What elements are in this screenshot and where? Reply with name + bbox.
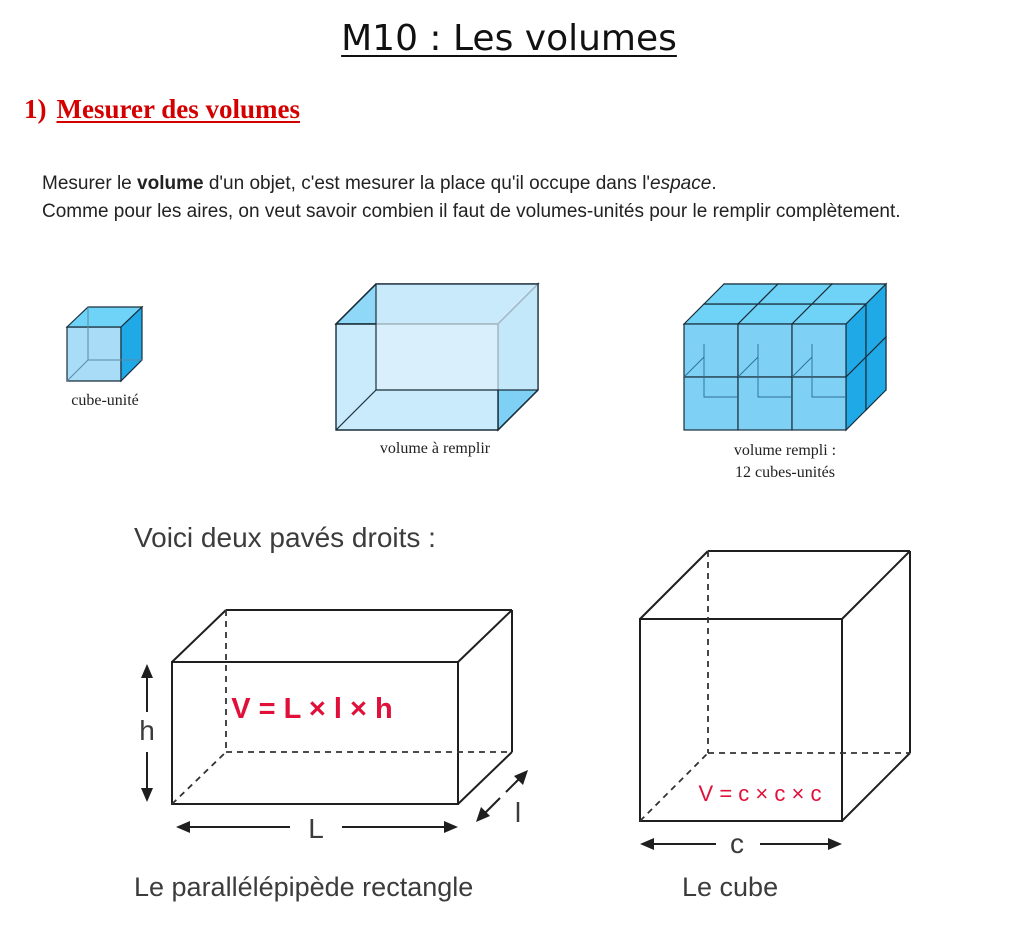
filled-volume-caption [680,440,890,484]
filled-volume-illustration [680,280,890,434]
intro-line-2: Comme pour les aires, on veut savoir combien il faut de volumes-unités pour le remplir complètement. [42,201,901,222]
filled-volume-caption-line-1: volume rempli : [733,442,837,459]
cube-formula: V = c × c × c [698,781,822,806]
empty-volume-caption: volume à remplir [379,440,491,457]
solids-heading: Voici deux pavés droits : [134,522,436,553]
cuboid-diagram [120,600,540,850]
cuboid-width-label: l [514,797,522,828]
intro-line-1: Mesurer le volume d'un objet, c'est mesurer la place qu'il occupe dans l'espace. [42,173,717,194]
filled-volume-caption-line-2: 12 cubes-unités [735,464,835,481]
section-heading [24,94,300,125]
intro-paragraph [42,170,942,226]
empty-volume-illustration [332,280,542,434]
cuboid-height-label: h [139,715,155,746]
cube-edge-label: c [730,828,744,859]
section-number: 1) [24,94,47,124]
page-title: M10 : Les volumes [341,18,677,59]
section-label: Mesurer des volumes [56,94,300,124]
cuboid-caption: Le parallélépipède rectangle [134,872,474,902]
cuboid-formula: V = L × l × h [231,693,393,725]
cuboid-length-label: L [308,813,324,844]
cube-diagram [630,545,920,860]
unit-cube-illustration [62,302,148,386]
cube-caption: Le cube [682,872,779,902]
unit-cube-caption: cube-unité [71,392,139,409]
